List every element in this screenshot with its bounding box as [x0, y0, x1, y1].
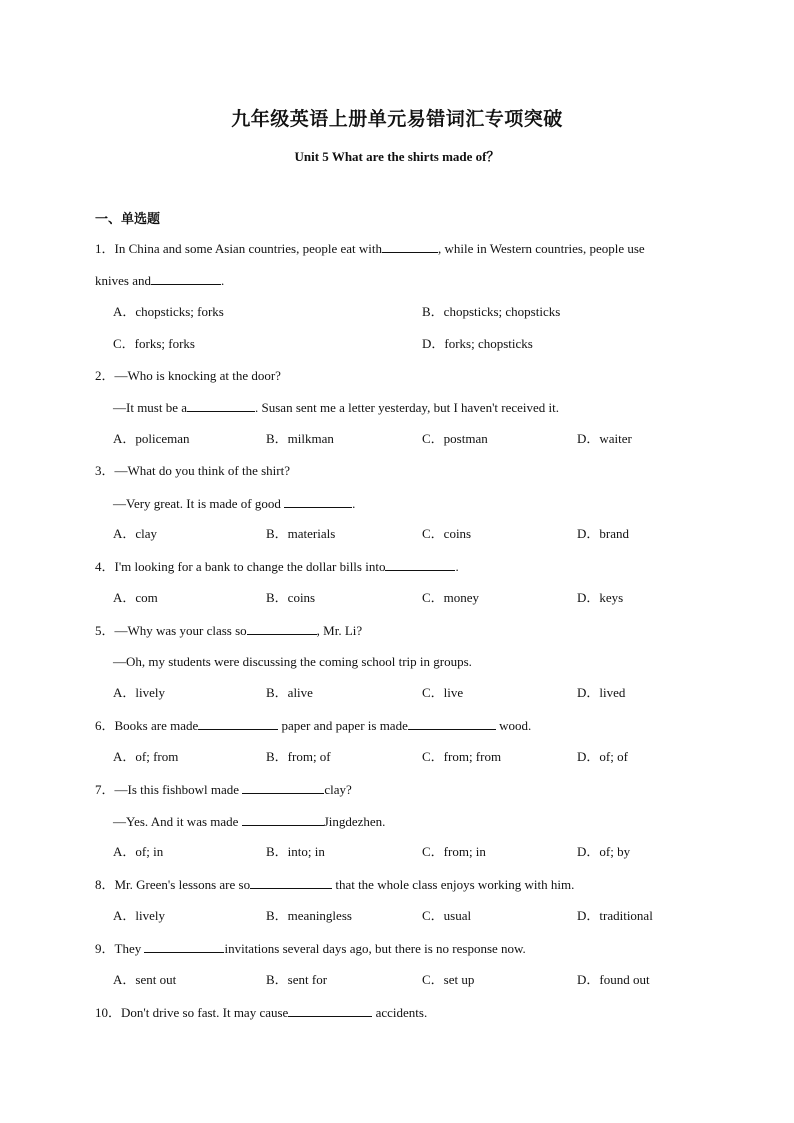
- answer-blank: [250, 876, 332, 889]
- question-2-option-b: B．milkman: [266, 431, 334, 446]
- answer-blank: [288, 1004, 372, 1017]
- question-3-option-a: A．clay: [113, 526, 158, 541]
- question-7-option-d: D．of; by: [577, 844, 631, 859]
- question-2-option-c: C．postman: [422, 431, 488, 446]
- question-8-stem: 8．Mr. Green's lessons are so that the whole class enjoys working with him.: [95, 877, 575, 892]
- question-9-option-c: C．set up: [422, 972, 475, 987]
- answer-blank: [187, 399, 255, 412]
- question-8-option-a: A．lively: [113, 908, 165, 923]
- question-3-stem-cont: —Very great. It is made of good .: [113, 496, 356, 511]
- question-7-option-c: C．from; in: [422, 844, 486, 859]
- question-2-option-d: D．waiter: [577, 431, 632, 446]
- page-title: 九年级英语上册单元易错词汇专项突破: [231, 108, 563, 130]
- question-7-stem-cont: —Yes. And it was made Jingdezhen.: [113, 814, 386, 829]
- answer-blank: [247, 622, 317, 635]
- question-6-option-d: D．of; of: [577, 749, 628, 764]
- question-9-option-b: B．sent for: [266, 972, 328, 987]
- page-subtitle: Unit 5 What are the shirts made of？: [294, 149, 500, 164]
- question-3-option-c: C．coins: [422, 526, 472, 541]
- question-7-stem: 7．—Is this fishbowl made clay?: [95, 782, 352, 797]
- question-5-option-b: B．alive: [266, 685, 313, 700]
- question-5-option-c: C．live: [422, 685, 464, 700]
- question-3-option-d: D．brand: [577, 526, 629, 541]
- question-4-option-d: D．keys: [577, 590, 624, 605]
- question-6-option-c: C．from; from: [422, 749, 502, 764]
- question-1-stem: 1．In China and some Asian countries, people eat with , while in Western countries, people use: [95, 241, 645, 256]
- question-4-option-c: C．money: [422, 590, 480, 605]
- question-1-option-d: D．forks; chopsticks: [422, 336, 533, 351]
- question-10-stem: 10．Don't drive so fast. It may cause accidents.: [95, 1005, 428, 1020]
- question-2-stem: 2．—Who is knocking at the door?: [95, 368, 281, 383]
- question-3-stem: 3．—What do you think of the shirt?: [95, 463, 290, 478]
- answer-blank: [408, 717, 496, 730]
- question-4-stem: 4．I'm looking for a bank to change the dollar bills into .: [95, 559, 459, 574]
- question-5-option-a: A．lively: [113, 685, 165, 700]
- answer-blank: [198, 717, 278, 730]
- question-9-option-d: D．found out: [577, 972, 650, 987]
- question-5-stem-cont: —Oh, my students were discussing the coming school trip in groups.: [113, 654, 472, 669]
- question-7-option-b: B．into; in: [266, 844, 325, 859]
- answer-blank: [385, 558, 455, 571]
- question-9-stem: 9．They invitations several days ago, but there is no response now.: [95, 941, 526, 956]
- answer-blank: [284, 495, 352, 508]
- answer-blank: [151, 272, 221, 285]
- question-7-option-a: A．of; in: [113, 844, 164, 859]
- section-heading: 一、单选题: [95, 212, 161, 227]
- question-5-option-d: D．lived: [577, 685, 626, 700]
- answer-blank: [144, 940, 224, 953]
- question-2-option-a: A．policeman: [113, 431, 190, 446]
- question-1-stem-cont: knives and .: [95, 273, 225, 288]
- question-8-option-d: D．traditional: [577, 908, 653, 923]
- answer-blank: [382, 240, 438, 253]
- question-1-option-a: A．chopsticks; forks: [113, 304, 224, 319]
- question-4-option-b: B．coins: [266, 590, 316, 605]
- answer-blank: [242, 781, 324, 794]
- question-5-stem: 5．—Why was your class so , Mr. Li?: [95, 623, 363, 638]
- answer-blank: [242, 813, 324, 826]
- question-6-option-a: A．of; from: [113, 749, 179, 764]
- question-2-stem-cont: —It must be a . Susan sent me a letter yesterday, but I haven't received it.: [113, 400, 560, 415]
- question-3-option-b: B．materials: [266, 526, 336, 541]
- question-8-option-b: B．meaningless: [266, 908, 352, 923]
- question-4-option-a: A．com: [113, 590, 158, 605]
- question-6-option-b: B．from; of: [266, 749, 331, 764]
- question-8-option-c: C．usual: [422, 908, 472, 923]
- question-6-stem: 6．Books are made paper and paper is made wood.: [95, 718, 532, 733]
- question-1-option-c: C．forks; forks: [113, 336, 195, 351]
- question-9-option-a: A．sent out: [113, 972, 177, 987]
- question-1-option-b: B．chopsticks; chopsticks: [422, 304, 561, 319]
